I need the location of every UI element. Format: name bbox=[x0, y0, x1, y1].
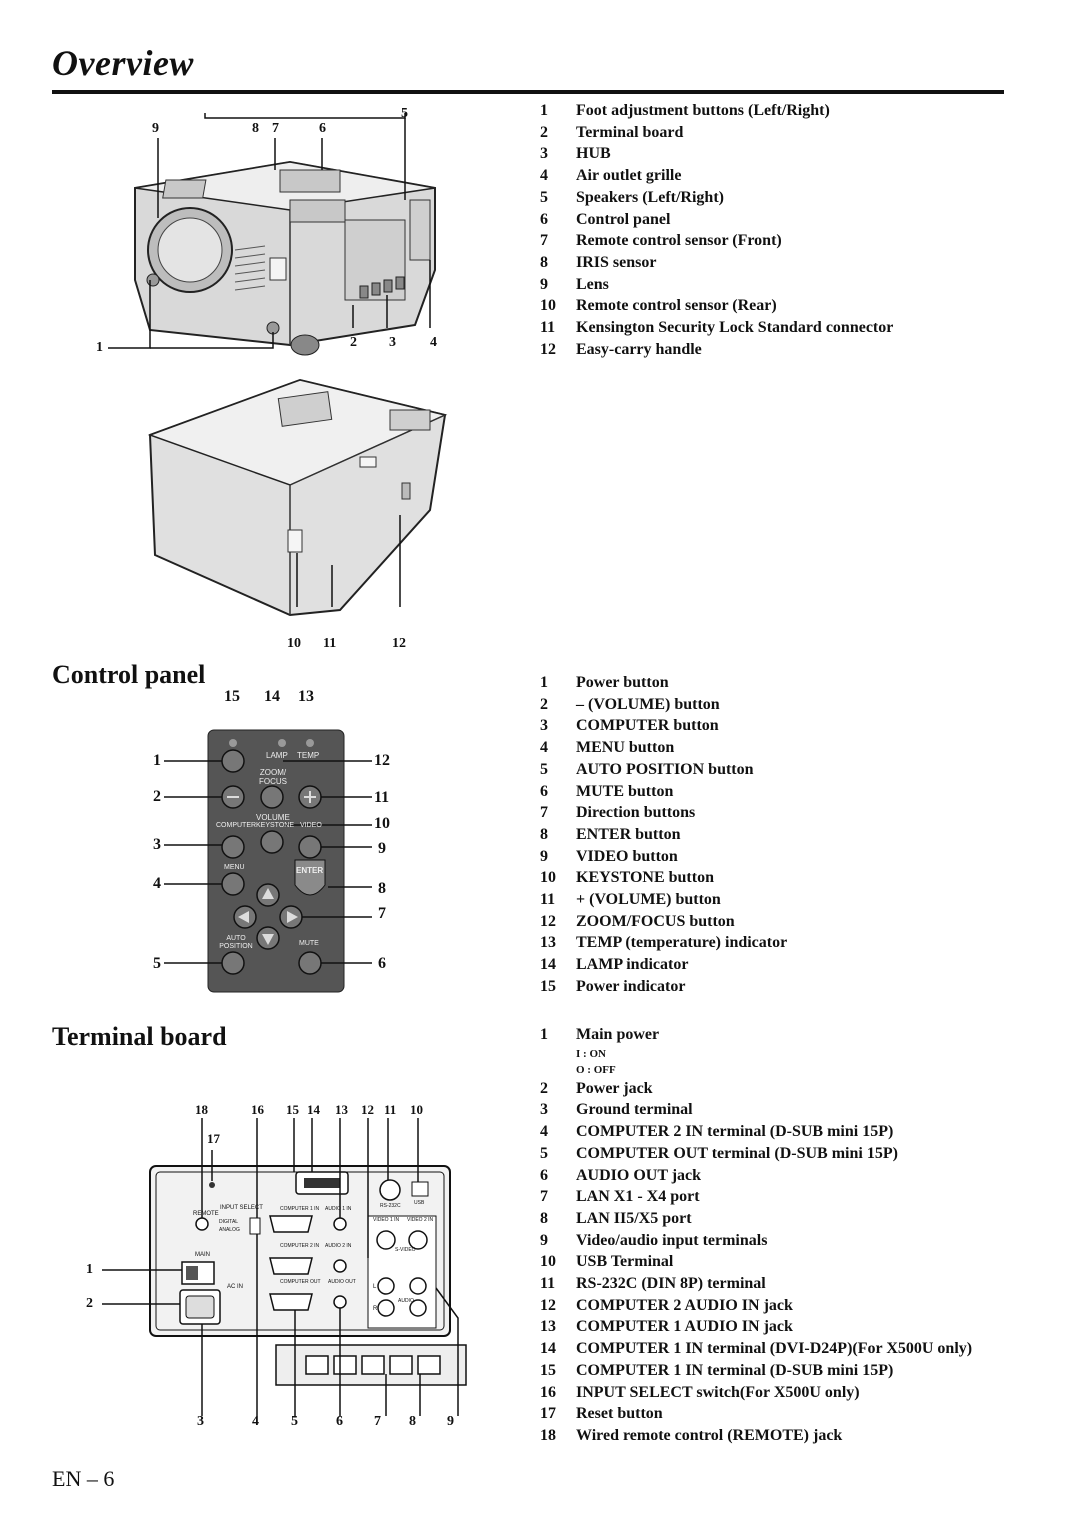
overview-callout: 10 bbox=[287, 636, 301, 651]
list-item: 6 Control panel bbox=[540, 210, 671, 228]
list-item: 8 ENTER button bbox=[540, 825, 681, 843]
digital-label: DIGITAL bbox=[219, 1219, 239, 1225]
list-item: 7 Remote control sensor (Front) bbox=[540, 232, 782, 250]
keystone-label: KEYSTONE bbox=[256, 822, 294, 829]
temp-label: TEMP bbox=[297, 751, 320, 760]
overview-callout: 9 bbox=[152, 121, 159, 136]
list-item: 1 Foot adjustment buttons (Left/Right) bbox=[540, 102, 830, 119]
list-item: 13 TEMP (temperature) indicator bbox=[540, 934, 788, 952]
terminal-callout: 10 bbox=[410, 1102, 423, 1117]
terminal-callout: 6 bbox=[336, 1414, 343, 1429]
control-panel-heading: Control panel bbox=[52, 660, 206, 689]
video2-in-label: VIDEO 2 IN bbox=[407, 1217, 434, 1223]
control-callout: 5 bbox=[153, 955, 161, 972]
overview-callout: 3 bbox=[389, 335, 396, 350]
list-item: 17 Reset button bbox=[540, 1405, 663, 1423]
main-label: MAIN bbox=[195, 1252, 210, 1258]
terminal-callout: 15 bbox=[286, 1102, 299, 1117]
list-item: 13 COMPUTER 1 AUDIO IN jack bbox=[540, 1318, 793, 1336]
control-callout: 3 bbox=[153, 836, 161, 853]
terminal-board-heading: Terminal board bbox=[52, 1022, 227, 1051]
terminal-board-list bbox=[540, 1024, 990, 1447]
terminal-callout: 18 bbox=[195, 1102, 208, 1117]
remote-label: REMOTE bbox=[193, 1211, 219, 1217]
list-item: 8 LAN II5/X5 port bbox=[540, 1209, 692, 1227]
list-item: 6 MUTE button bbox=[540, 782, 674, 800]
list-item: 11 RS-232C (DIN 8P) terminal bbox=[540, 1275, 766, 1293]
terminal-callout: 13 bbox=[335, 1102, 348, 1117]
list-item: 15 Power indicator bbox=[540, 977, 686, 995]
control-callout: 9 bbox=[378, 840, 386, 857]
list-item: 2 – (VOLUME) button bbox=[540, 695, 720, 713]
computer-out-label: COMPUTER OUT bbox=[280, 1279, 321, 1285]
title-rule bbox=[52, 90, 1004, 94]
overview-parts-list bbox=[540, 100, 940, 360]
audio1-in-label: AUDIO 1 IN bbox=[325, 1206, 352, 1212]
list-item: 11 Kensington Security Lock Standard connector bbox=[540, 319, 894, 337]
ac-in-label: AC IN bbox=[227, 1284, 244, 1290]
overview-callout: 1 bbox=[96, 340, 103, 355]
list-item: 1 Power button bbox=[540, 674, 669, 691]
overview-callout: 12 bbox=[392, 636, 406, 651]
list-item: 18 Wired remote control (REMOTE) jack bbox=[540, 1426, 843, 1444]
list-item: 7 Direction buttons bbox=[540, 804, 696, 822]
page-number: EN – 6 bbox=[52, 1466, 115, 1491]
list-item: 6 AUDIO OUT jack bbox=[540, 1166, 702, 1184]
control-callout: 12 bbox=[374, 752, 390, 769]
terminal-callout: 5 bbox=[291, 1414, 298, 1429]
projector-bottom-illustration bbox=[140, 375, 450, 620]
video1-in-label: VIDEO 1 IN bbox=[373, 1217, 400, 1223]
list-item: 3 COMPUTER button bbox=[540, 717, 719, 735]
control-callout: 10 bbox=[374, 815, 390, 832]
zoom-focus-label: ZOOM/ FOCUS bbox=[259, 768, 287, 786]
control-callout: 7 bbox=[378, 905, 386, 922]
enter-label: ENTER bbox=[296, 866, 324, 875]
menu-label: MENU bbox=[224, 864, 245, 871]
terminal-callout: 9 bbox=[447, 1414, 454, 1429]
list-item: 1 Main power bbox=[540, 1026, 660, 1043]
terminal-callout: 4 bbox=[252, 1414, 259, 1429]
terminal-callout: 11 bbox=[384, 1102, 397, 1117]
terminal-callout: 17 bbox=[207, 1131, 220, 1146]
mute-label: MUTE bbox=[299, 940, 319, 947]
control-callout: 1 bbox=[153, 752, 161, 769]
computer-label: COMPUTER bbox=[216, 822, 257, 829]
control-callout: 15 bbox=[224, 688, 240, 705]
list-item: 3 Ground terminal bbox=[540, 1101, 693, 1119]
list-item: 5 COMPUTER OUT terminal (D-SUB mini 15P) bbox=[540, 1144, 898, 1162]
overview-callout: 11 bbox=[323, 636, 337, 651]
usb-label: USB bbox=[414, 1200, 425, 1206]
overview-callout: 4 bbox=[430, 335, 437, 350]
control-panel-list bbox=[540, 672, 787, 998]
overview-callout: 2 bbox=[350, 335, 357, 350]
s-video-label: S-VIDEO bbox=[395, 1247, 416, 1253]
list-item: 3 HUB bbox=[540, 145, 611, 163]
control-callout: 14 bbox=[264, 688, 280, 705]
control-callout: 4 bbox=[153, 875, 161, 892]
terminal-callout: 16 bbox=[251, 1102, 264, 1117]
list-item: 14 COMPUTER 1 IN terminal (DVI-D24P)(For X500U only) bbox=[540, 1340, 973, 1358]
terminal-callout: 12 bbox=[361, 1102, 374, 1117]
list-item: 15 COMPUTER 1 IN terminal (D-SUB mini 15P) bbox=[540, 1361, 894, 1379]
terminal-callout: 1 bbox=[86, 1262, 93, 1277]
r-label: R bbox=[373, 1306, 378, 1312]
list-item: 9 VIDEO button bbox=[540, 847, 678, 865]
main-power-off-note: O : OFF bbox=[576, 1063, 616, 1076]
terminal-callout: 3 bbox=[197, 1414, 204, 1429]
overview-callout: 6 bbox=[319, 121, 326, 136]
control-callout: 11 bbox=[374, 789, 390, 806]
analog-label: ANALOG bbox=[219, 1227, 240, 1233]
list-item: 12 ZOOM/FOCUS button bbox=[540, 912, 735, 930]
l-label: L bbox=[373, 1284, 377, 1290]
list-item: 4 MENU button bbox=[540, 739, 675, 757]
list-item: 11 + (VOLUME) button bbox=[540, 891, 721, 909]
list-item: 9 Lens bbox=[540, 275, 609, 293]
list-item: 16 INPUT SELECT switch(For X500U only) bbox=[540, 1383, 860, 1401]
terminal-callout: 8 bbox=[409, 1414, 416, 1429]
control-callout: 8 bbox=[378, 880, 386, 897]
main-power-on-note: I : ON bbox=[576, 1047, 606, 1060]
list-item: 12 COMPUTER 2 AUDIO IN jack bbox=[540, 1296, 793, 1314]
list-item: 4 Air outlet grille bbox=[540, 167, 682, 185]
control-panel-illustration bbox=[150, 725, 400, 995]
list-item: 10 USB Terminal bbox=[540, 1253, 674, 1271]
list-item: 10 Remote control sensor (Rear) bbox=[540, 297, 777, 315]
lamp-label: LAMP bbox=[266, 751, 288, 760]
overview-callout: 7 bbox=[272, 121, 279, 136]
list-item: 2 Terminal board bbox=[540, 123, 684, 141]
computer2-in-label: COMPUTER 2 IN bbox=[280, 1243, 320, 1249]
projector-front-illustration bbox=[90, 100, 450, 370]
list-item: 4 COMPUTER 2 IN terminal (D-SUB mini 15P) bbox=[540, 1123, 894, 1141]
input-select-label: INPUT SELECT bbox=[220, 1205, 263, 1211]
volume-label: VOLUME bbox=[256, 813, 290, 822]
rs232c-label: RS-232C bbox=[380, 1203, 401, 1209]
control-callout: 13 bbox=[298, 688, 314, 705]
control-callout: 2 bbox=[153, 788, 161, 805]
overview-callout: 5 bbox=[401, 106, 408, 121]
computer1-in-label: COMPUTER 1 IN bbox=[280, 1206, 320, 1212]
terminal-callout: 14 bbox=[307, 1102, 320, 1117]
audio-out-label: AUDIO OUT bbox=[328, 1279, 356, 1285]
list-item: 7 LAN X1 - X4 port bbox=[540, 1188, 700, 1206]
audio-label: AUDIO bbox=[398, 1298, 414, 1304]
list-item: 12 Easy-carry handle bbox=[540, 340, 702, 358]
control-callout: 6 bbox=[378, 955, 386, 972]
terminal-callout: 7 bbox=[374, 1414, 381, 1429]
list-item: 9 Video/audio input terminals bbox=[540, 1231, 768, 1249]
overview-callout: 8 bbox=[252, 121, 259, 136]
terminal-callout: 2 bbox=[86, 1296, 93, 1311]
video-label: VIDEO bbox=[300, 822, 322, 829]
list-item: 10 KEYSTONE button bbox=[540, 869, 714, 887]
list-item: 5 Speakers (Left/Right) bbox=[540, 188, 724, 206]
list-item: 5 AUTO POSITION button bbox=[540, 760, 754, 778]
audio2-in-label: AUDIO 2 IN bbox=[325, 1243, 352, 1249]
list-item: 8 IRIS sensor bbox=[540, 253, 657, 271]
list-item: 2 Power jack bbox=[540, 1079, 653, 1097]
list-item: 14 LAMP indicator bbox=[540, 956, 689, 974]
page-title: Overview bbox=[52, 43, 194, 83]
auto-position-label: AUTO POSITION bbox=[219, 935, 253, 950]
